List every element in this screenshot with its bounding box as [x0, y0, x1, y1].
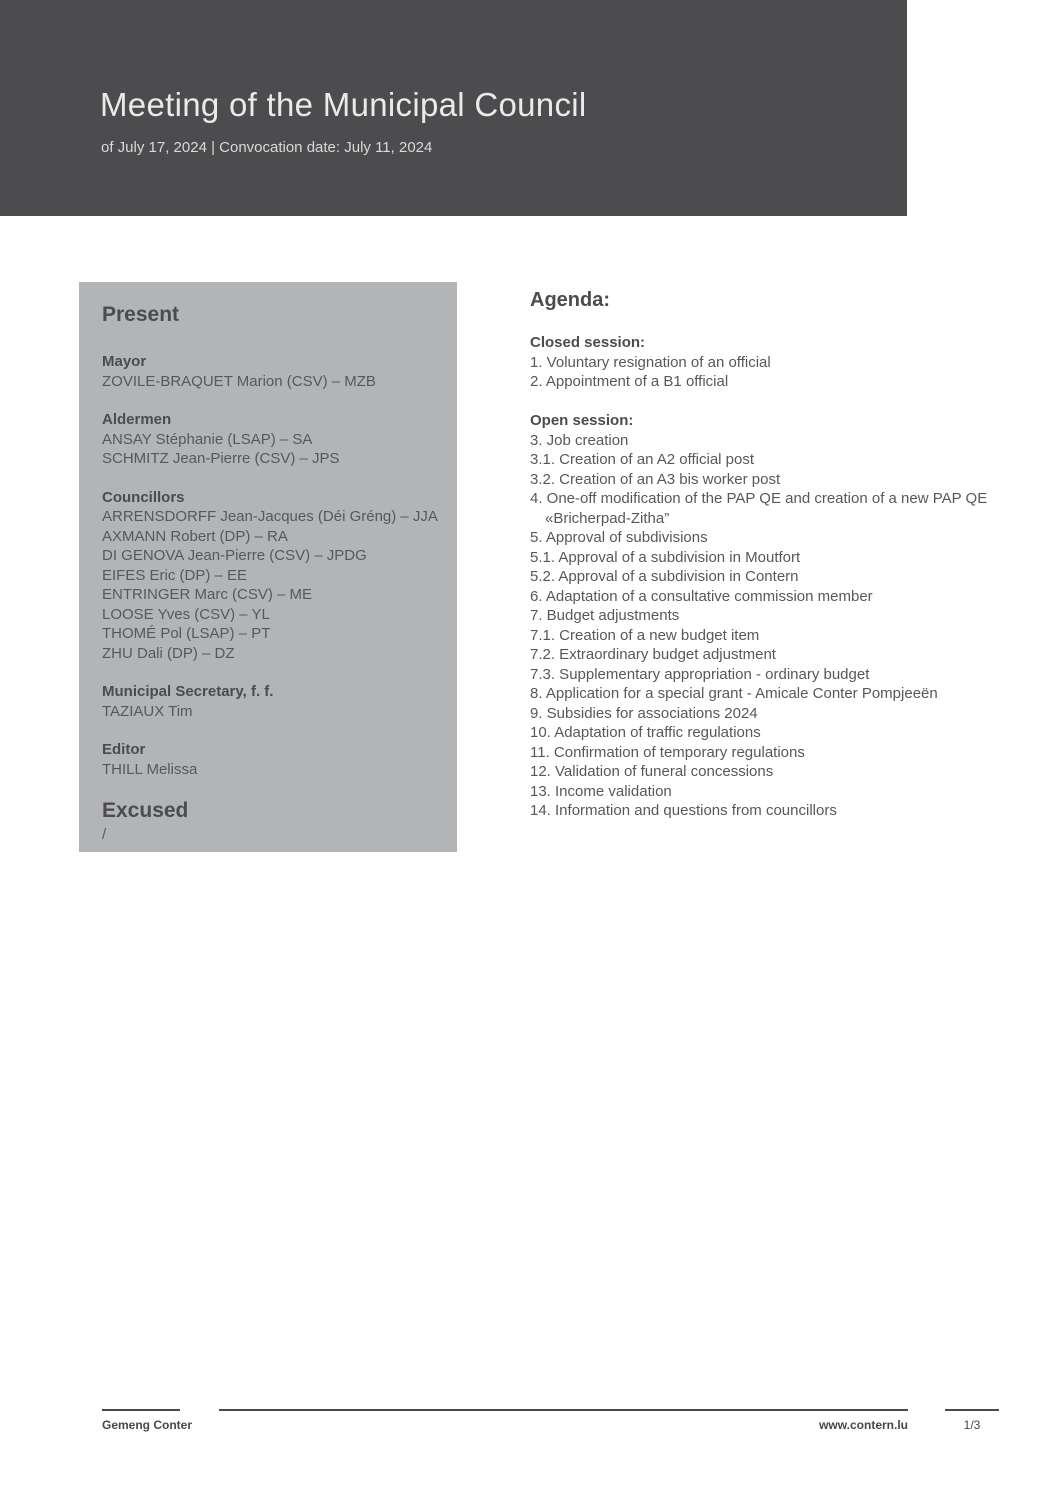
closed-session-label: Closed session: [530, 334, 646, 351]
group-councillors [102, 488, 441, 664]
agenda-item: 3. Job creation [530, 431, 629, 449]
member-name: DI GENOVA Jean-Pierre (CSV) – JPDG [102, 547, 367, 564]
agenda-item: 5.1. Approval of a subdivision in Moutfort [530, 548, 801, 566]
footer-rule-left [102, 1409, 180, 1411]
group-label-municipal-secretary: Municipal Secretary, f. f. [102, 683, 274, 700]
agenda-heading: Agenda: [530, 289, 610, 311]
member-name: LOOSE Yves (CSV) – YL [102, 605, 270, 623]
agenda-item: 1. Voluntary resignation of an official [530, 353, 771, 371]
agenda-item: 13. Income validation [530, 782, 672, 800]
agenda-item: 5.2. Approval of a subdivision in Contern [530, 568, 799, 585]
footer-page-number: 1/3 [963, 1418, 981, 1432]
agenda-item: 3.2. Creation of an A3 bis worker post [530, 470, 781, 488]
present-panel [79, 282, 457, 852]
agenda-item: 8. Application for a special grant - Amicale Conter Pompjeeën [530, 685, 938, 702]
agenda-open-session [530, 411, 1032, 821]
group-mayor [102, 352, 441, 391]
agenda-item: 11. Confirmation of temporary regulations [530, 743, 805, 761]
group-label-aldermen: Aldermen [102, 411, 172, 428]
agenda-item: 7.1. Creation of a new budget item [530, 626, 760, 644]
header-band [0, 0, 907, 216]
agenda-item: 2. Appointment of a B1 official [530, 373, 729, 390]
member-name: ZOVILE-BRAQUET Marion (CSV) – MZB [102, 372, 376, 390]
footer-rule-right [945, 1409, 999, 1411]
member-name: TAZIAUX Tim [102, 702, 193, 720]
footer-rule-main [219, 1409, 908, 1411]
agenda-item: 12. Validation of funeral concessions [530, 763, 774, 780]
agenda-item: 7.2. Extraordinary budget adjustment [530, 646, 776, 663]
member-name: ANSAY Stéphanie (LSAP) – SA [102, 430, 313, 448]
agenda-item: 14. Information and questions from councillors [530, 802, 837, 819]
member-name: AXMANN Robert (DP) – RA [102, 527, 288, 545]
agenda-item: 4. One-off modification of the PAP QE and creation of a new PAP QE «Bricherpad-Zitha” [530, 490, 988, 527]
group-aldermen [102, 410, 441, 469]
agenda-item: 6. Adaptation of a consultative commission member [530, 587, 873, 605]
agenda-closed-session [530, 333, 1032, 392]
group-label-mayor: Mayor [102, 353, 147, 370]
member-name: THILL Melissa [102, 760, 198, 778]
member-name: EIFES Eric (DP) – EE [102, 566, 248, 584]
present-heading: Present [102, 303, 180, 326]
agenda-item: 10. Adaptation of traffic regulations [530, 724, 761, 741]
agenda-item: 5. Approval of subdivisions [530, 529, 708, 546]
member-name: ARRENSDORFF Jean-Jacques (Déi Gréng) – JJA [102, 508, 438, 525]
header-subtitle-dates: of July 17, 2024 | Convocation date: July 11, 2024 [101, 139, 433, 156]
agenda-item: 3.1. Creation of an A2 official post [530, 451, 755, 468]
excused-value: / [102, 826, 107, 843]
agenda-item: 7.3. Supplementary appropriation - ordinary budget [530, 665, 870, 683]
member-name: SCHMITZ Jean-Pierre (CSV) – JPS [102, 450, 340, 467]
footer-municipality-name: Gemeng Conter [102, 1418, 193, 1432]
group-label-editor: Editor [102, 741, 146, 758]
agenda-item: 9. Subsidies for associations 2024 [530, 704, 758, 722]
excused-heading: Excused [102, 799, 189, 822]
page-title: Meeting of the Municipal Council [100, 86, 587, 123]
member-name: ENTRINGER Marc (CSV) – ME [102, 586, 313, 603]
agenda-section [530, 288, 1032, 840]
footer-website-link[interactable]: www.contern.lu [819, 1418, 908, 1432]
agenda-item: 7. Budget adjustments [530, 607, 680, 624]
member-name: THOMÉ Pol (LSAP) – PT [102, 625, 271, 642]
member-name: ZHU Dali (DP) – DZ [102, 644, 235, 662]
group-municipal-secretary [102, 682, 441, 721]
group-label-councillors: Councillors [102, 488, 185, 506]
group-editor [102, 740, 441, 779]
open-session-label: Open session: [530, 412, 634, 429]
